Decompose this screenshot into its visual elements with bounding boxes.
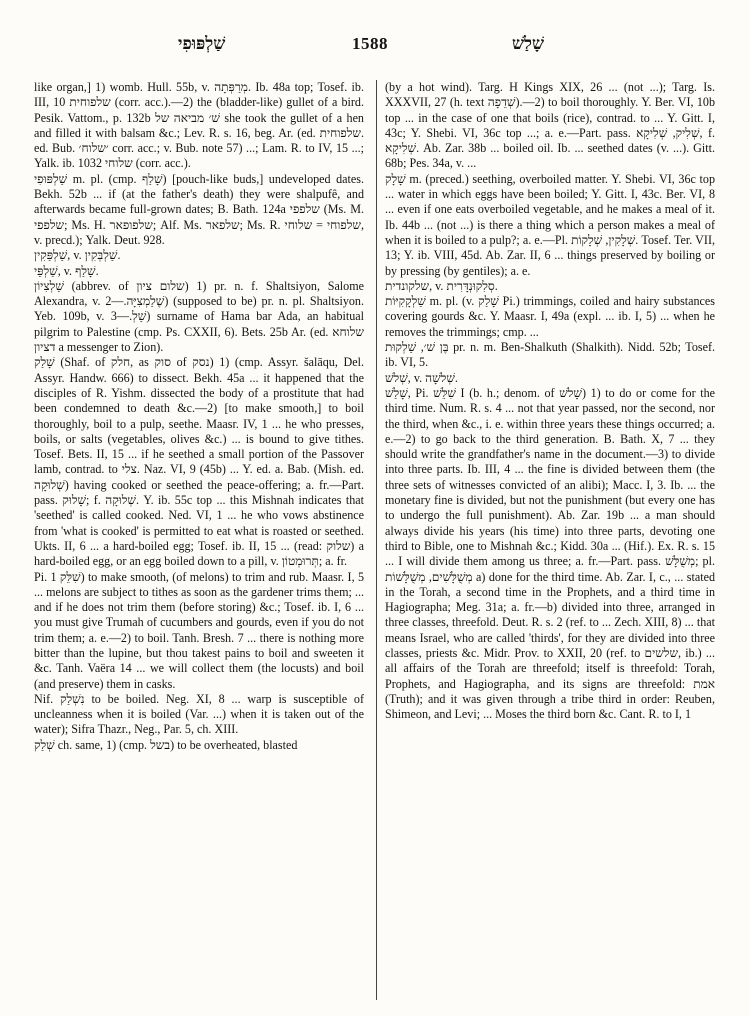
left-column-text: like organ,] 1) womb. Hull. 55b, v. מְרַפְּתָה. Ib. 48a top; Tosef. ib. III, 10 שלפוחית (corr. acc.).—2) the (bladder-like) gullet of a bird. Pesik. Vattom., p. 132b שׁ׳ מביאה של she took the gullet of a hen and filled it with balsam &c.; Lev. R. s. 16, beg. Ar. (ed. שלפוחית. ed. Bub. ׳שלוח׳ corr. acc.; v. Bub. note 57) ...; Lam. R. to IV, 15 ...; Yalk. ib. 1032 שלוחי (corr. acc.). שַׁלְפּוּפִי m. pl. (cmp. שָׁלַף) [pouch-like buds,] undeveloped dates. Bekh. 52b ... if (at the father's death) they were shalpufê, and afterwards became full-grown dates; B. Bath. 124a שלפפי (Ms. M. שלפפי; Ms. H. שלפופאר; Alf. Ms. שלפאר; Ms. R. שלפוחי = שלוחי, v. precd.); Yalk. Deut. 928. שַׁלְפַּקִין, v. שַׁלְבְּקִין. שַׁלְפֵּי, v. שָׁלַף. שַׁלְצִיוֹן (abbrev. of שלום ציון) 1) pr. n. f. Shaltsiyon, Salome Alexandra, v. שֶׁלַמְצִיָּה.—2) (supposed to be) pr. n. pl. Shaltsiyon. Yeb. 109b, v. שַׁלְ.—3) surname of Hama bar Ada, an habitual pilgrim to Palestine (cmp. Ps. CXXII, 6). Bets. 25b Ar. (ed. שלוחא דציון a messenger to Zion). שָׁלַק (Shaf. of חלק, as סוק of נסק) 1) (cmp. Assyr. šalāqu, Del. Assyr. Handw. 666) to dissect. Bekh. 45a ... it happened that the disciples of R. Yishm. dissected the body of a prostitute that had been condemned to death &c.—2) [to make smooth,] to boil thoroughly, boil to a pulp, seethe. Maasr. IV, 1 ... he who presses, boils, or salts (vegetables, olives &c.) ... is bound to give tithes. Tosef. Bets. II, 15 ... if he seethed a small portion of the Passover lamb, contrad. to צלי. Naz. VI, 9 (45b) ... Y. ed. a. Bab. (Mish. ed. שְׁלוּקָה) having cooked or seethed the peace-offering; a. fr.—Part. pass. שָׁלוּק; f. שְׁלוּקָה. Y. ib. 55c top ... this Mishnah indicates that 'seethed' is called cooked. Ned. VI, 1 ... he who vows abstinence from 'what is cooked' is permitted to eat what is roasted or seethed. Ukts. II, 6 ... a hard-boiled egg; Tosef. ib. II, 15 ... (read: שלוק) a hard-boiled egg, or an egg boiled down to a pill, v. תְּרוּמְטוֹן; a. fr. Pi. שִׁלֵּק 1) to make smooth, (of melons) to trim and rub. Maasr. I, 5 ... melons are subject to tithes as soon as the gardener trims them; ... and if he does not trim them (before storing) &c.; Tosef. ib. I, 6 ... you must give Trumah of cucumbers and gourds, even if you do not trim them; a. e.—2) to boil. Tanh. Bresh. 7 ... there is nothing more bitter than the lupine, but thou takest pains to boil and sweeten it &c. Tanh. Vaëra 14 ... we will collect them (the locusts) and boil (and preserve) them in casks. Nif. נִשְׁלַק to be boiled. Neg. XI, 8 ... warp is susceptible of uncleanness when it is boiled (Var. ...) when it is taken out of the water); Sifra Thazr., Neg., Par. 5, ch. XIII. שְׁלַק ch. same, 1) (cmp. בשל) to be overheated, blasted <box>34 80 365 752</box>
column-divider <box>376 80 377 1000</box>
running-headword-left: שַׁלְפּוּפִי <box>178 34 226 53</box>
left-column <box>34 80 364 753</box>
running-headword-right: שָׁלַשׁ <box>512 34 545 53</box>
right-column-text: (by a hot wind). Targ. H Kings XIX, 26 ... (not ...); Targ. Is. XXXVII, 27 (h. text שְׁדֵפָה).—2) to boil thoroughly. Y. Ber. VI, 10b top ... in the case of one that boils (rice), contrad. to ... Y. Gitt. I, 43c; Y. Shebi. VI, 36c top ...; a. e.—Part. pass. שְׁלִיק, שְׁלִיקָא, f. שְׁלִיקָא. Ab. Zar. 38b ... boiled oil. Ib. ... seethed dates (v. ...). Gitt. 68b; Pes. 34a, v. ... שָׁלָק m. (preced.) seething, overboiled matter. Y. Shebi. VI, 36c top ... water in which eggs have been boiled; Y. Gitt. I, 43c. Ber. VI, 8 ... even if one eats overboiled vegetable, and he makes a meal of it. Ib. 44b ... (not ...) is there a thing which a person makes a meal of when it is boiled to a pulp?; a. e.—Pl. שְׁלָקִין, שְׁלָקוֹת. Tosef. Ter. VII, 13; Y. ib. VIII, 45d. Ab. Zar. II, 6 ... things preserved by boiling or by pressing (by gentiles); a. e. שלקונדית, v. סְלִקוּנְדָּרִית. שַׁלְקָקִיּוֹת m. pl. (v. שָׁלַק Pi.) trimmings, coiled and hairy substances covering gourds &c. Y. Maasr. I, 49a (expl. ... ib. I, 5) ... when he removes the trimmings; cmp. ... בֶּן שׁ׳, שַׁלְקוּת pr. n. m. Ben-Shalkuth (Shalkith). Nidd. 52b; Tosef. ib. VI, 5. שְׁלשׁ, v. שְׁלשָׁה. שָׁלַשׁ, Pi. שִׁלֵּשׁ I (b. h.; denom. of שָׁלשׁ) 1) to do or come for the third time. Num. R. s. 4 ... not that year passed, nor the second, nor the third, when &c., i. e. within three years these things occurred; a. e.—2) to go back to the third generation. B. Bath. X, 7 ... they should write the grandfather's name in the document.—3) to divide into three parts. Ib. III, 4 ... the fine is divided between them (the three sets of witnesses convicted of an alibi); Macc. I, 3. Ib. ... the monetary fine is divided, but not the punishment (but every one has to undergo the full punishment). Ab. Zar. 19b ... a man should always divide his years (his time) into three parts, devoting one third to Bible, one to Mishnah &c.; Kidd. 30a ... (Hif.). Ex. R. s. 15 ... I will divide them among us three; a. fr.—Part. pass. מְשֻׁלָּשׁ; pl. מְשֻׁלָּשִׁים, מְשֻׁלָּשׁוֹת a) done for the third time. Ab. Zar. I, c., ... stated in the Torah, a second time in the Prophets, and a third time in Hagiographa; Meg. 31a; a. fr.—b) divided into three, arranged in three classes, threefold. Deut. R. s. 2 (ref. to ... Zech. XIII, 8) ... that means Israel, who are called 'thirds', for they are divided into three classes, priests &c. Midr. Prov. to XXII, 20 (ref. to שלשים, ib.) ... all affairs of the Torah are threefold; itself is threefold: Torah, Prophets, and Hagiographa, and its signs are threefold: אמת (Truth); and it was given through a tribe third in order: Reuben, Shimeon, and Levi; ... Moses the third born &c. Cant. R. to I, 1 <box>385 80 716 722</box>
right-column <box>385 80 715 722</box>
page-number: 1588 <box>352 34 388 53</box>
